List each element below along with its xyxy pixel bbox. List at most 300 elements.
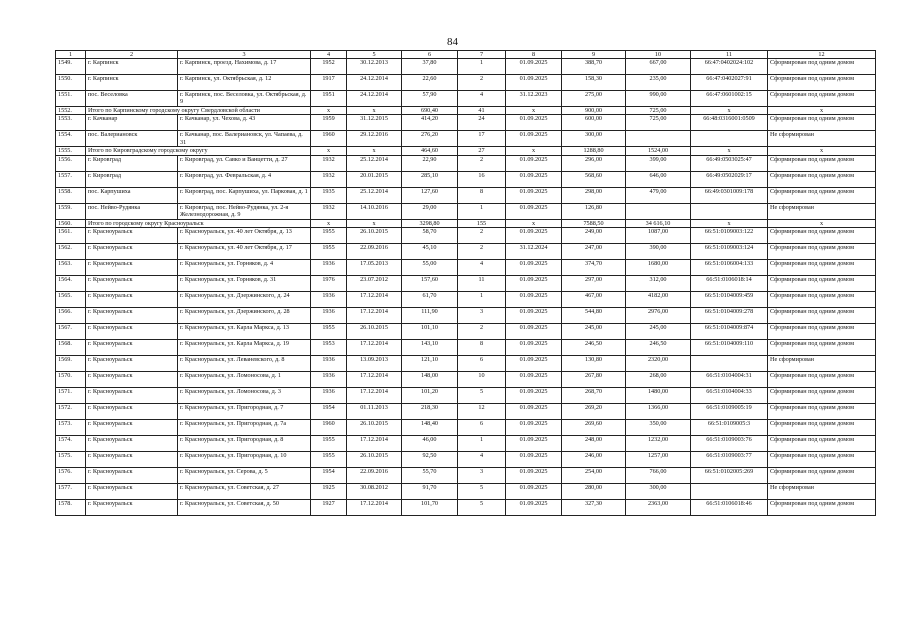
address-cell: г. Качканар, ул. Чехова, д. 43 xyxy=(178,115,311,131)
row-number: 1569. xyxy=(56,355,86,371)
status-cell: Сформирован под одним домом xyxy=(768,75,876,91)
sum-cell: 296,00 xyxy=(562,155,626,171)
cadastre-number-cell xyxy=(691,131,768,147)
count-cell: 3 xyxy=(458,307,506,323)
date-cell: 26.10.2015 xyxy=(347,227,402,243)
sum-cell: 245,00 xyxy=(626,323,691,339)
count-cell: 4 xyxy=(458,451,506,467)
date-cell: 20.01.2015 xyxy=(347,171,402,187)
table-row xyxy=(56,307,876,323)
deadline-cell: x xyxy=(506,147,562,155)
settlement-cell: г. Кировград xyxy=(86,171,178,187)
area-cell: 92,50 xyxy=(402,451,458,467)
housing-registry-table xyxy=(55,50,876,516)
table-row xyxy=(56,323,876,339)
settlement-cell: г. Качканар xyxy=(86,115,178,131)
deadline-cell: 01.09.2025 xyxy=(506,355,562,371)
row-number: 1550. xyxy=(56,75,86,91)
area-cell: 218,30 xyxy=(402,403,458,419)
sum-cell: 1087,00 xyxy=(626,227,691,243)
table-row xyxy=(56,91,876,107)
column-number: 6 xyxy=(402,51,458,59)
sum-cell: 130,80 xyxy=(562,355,626,371)
table-row xyxy=(56,275,876,291)
cadastre-number-cell: 66:49:0502029:17 xyxy=(691,171,768,187)
sum-cell: 248,00 xyxy=(562,435,626,451)
status-cell: Сформирован под одним домом xyxy=(768,275,876,291)
date-cell: 17.12.2014 xyxy=(347,371,402,387)
cadastre-number-cell: 66:51:0109003:122 xyxy=(691,227,768,243)
table-row xyxy=(56,499,876,515)
year-cell: 1976 xyxy=(311,275,347,291)
deadline-cell: x xyxy=(506,107,562,115)
status-cell: Сформирован под одним домом xyxy=(768,435,876,451)
sum-cell: 245,00 xyxy=(562,323,626,339)
count-cell: 1 xyxy=(458,59,506,75)
table-row xyxy=(56,203,876,219)
status-cell: Сформирован под одним домом xyxy=(768,499,876,515)
deadline-cell: 01.09.2025 xyxy=(506,115,562,131)
area-cell: 37,80 xyxy=(402,59,458,75)
address-cell: г. Красноуральск, ул. Ломоносова, д. 1 xyxy=(178,371,311,387)
count-cell: 3 xyxy=(458,467,506,483)
area-cell: 414,20 xyxy=(402,115,458,131)
area-cell: 101,70 xyxy=(402,499,458,515)
year-cell: 1936 xyxy=(311,291,347,307)
row-number: 1554. xyxy=(56,131,86,147)
deadline-cell: 01.09.2025 xyxy=(506,187,562,203)
address-cell: г. Красноуральск, ул. Пригородная, д. 7а xyxy=(178,419,311,435)
deadline-cell: 01.09.2025 xyxy=(506,435,562,451)
table-row xyxy=(56,435,876,451)
column-number: 3 xyxy=(178,51,311,59)
cadastre-number-cell xyxy=(691,483,768,499)
table-row xyxy=(56,419,876,435)
date-cell: 22.09.2016 xyxy=(347,467,402,483)
cadastre-number-cell: 66:51:0104009:874 xyxy=(691,323,768,339)
deadline-cell: 01.09.2025 xyxy=(506,59,562,75)
status-cell: Сформирован под одним домом xyxy=(768,387,876,403)
column-number: 5 xyxy=(347,51,402,59)
row-number: 1557. xyxy=(56,171,86,187)
status-cell: Сформирован под одним домом xyxy=(768,227,876,243)
deadline-cell: x xyxy=(506,219,562,227)
column-number: 10 xyxy=(626,51,691,59)
total-label: Итого по городскому округу Красноуральск xyxy=(86,219,311,227)
cadastre-number-cell: 66:49:0301009:178 xyxy=(691,187,768,203)
sum-cell: 268,00 xyxy=(626,371,691,387)
column-number: 12 xyxy=(768,51,876,59)
date-cell: 24.12.2014 xyxy=(347,91,402,107)
sum-cell: 269,20 xyxy=(562,403,626,419)
area-cell: 111,90 xyxy=(402,307,458,323)
sum-cell: 297,00 xyxy=(562,275,626,291)
deadline-cell: 01.09.2025 xyxy=(506,275,562,291)
row-number: 1573. xyxy=(56,419,86,435)
settlement-cell: г. Красноуральск xyxy=(86,435,178,451)
table-row xyxy=(56,115,876,131)
settlement-cell: г. Красноуральск xyxy=(86,355,178,371)
settlement-cell: г. Красноуральск xyxy=(86,227,178,243)
date-cell: 22.09.2016 xyxy=(347,243,402,259)
count-cell: 2 xyxy=(458,323,506,339)
date-cell: 14.10.2016 xyxy=(347,203,402,219)
year-cell: 1955 xyxy=(311,323,347,339)
row-number: 1553. xyxy=(56,115,86,131)
total-row xyxy=(56,147,876,155)
deadline-cell: 01.09.2025 xyxy=(506,451,562,467)
year-cell: 1925 xyxy=(311,483,347,499)
status-cell: x xyxy=(768,219,876,227)
cadastre-number-cell: 66:49:0503025:47 xyxy=(691,155,768,171)
area-cell: 101,20 xyxy=(402,387,458,403)
year-cell: 1960 xyxy=(311,419,347,435)
settlement-cell: г. Красноуральск xyxy=(86,387,178,403)
status-cell: Сформирован под одним домом xyxy=(768,419,876,435)
settlement-cell: г. Красноуральск xyxy=(86,483,178,499)
status-cell: Сформирован под одним домом xyxy=(768,403,876,419)
sum-cell: 374,70 xyxy=(562,259,626,275)
area-cell: 91,70 xyxy=(402,483,458,499)
cadastre-number-cell: 66:51:0104009:278 xyxy=(691,307,768,323)
area-cell: 143,10 xyxy=(402,339,458,355)
date-cell: 25.12.2014 xyxy=(347,155,402,171)
area-cell: 157,60 xyxy=(402,275,458,291)
address-cell: г. Красноуральск, ул. Серова, д. 5 xyxy=(178,467,311,483)
cadastre-number-cell: 66:47:0601002:15 xyxy=(691,91,768,107)
table-row xyxy=(56,451,876,467)
cadastre-number-cell: 66:51:0109003:76 xyxy=(691,435,768,451)
sum-cell: 568,60 xyxy=(562,171,626,187)
count-cell: 4 xyxy=(458,91,506,107)
date-cell: 31.12.2015 xyxy=(347,115,402,131)
address-cell: г. Качканар, пос. Валериановск, ул. Чапаева, д. 31 xyxy=(178,131,311,147)
sum-cell: 667,00 xyxy=(626,59,691,75)
row-number: 1549. xyxy=(56,59,86,75)
date-cell: 26.10.2015 xyxy=(347,419,402,435)
count-cell: 4 xyxy=(458,259,506,275)
sum-cell: 1288,80 xyxy=(562,147,626,155)
date-cell: 30.12.2013 xyxy=(347,59,402,75)
column-number: 4 xyxy=(311,51,347,59)
settlement-cell: г. Красноуральск xyxy=(86,339,178,355)
table-row xyxy=(56,171,876,187)
cadastre-number-cell: 66:51:0106004:133 xyxy=(691,259,768,275)
count-cell: 16 xyxy=(458,171,506,187)
sum-cell: 7588,50 xyxy=(562,219,626,227)
sum-cell: 388,70 xyxy=(562,59,626,75)
year-cell: 1936 xyxy=(311,371,347,387)
cadastre-number-cell: x xyxy=(691,107,768,115)
table-row xyxy=(56,155,876,171)
deadline-cell: 01.09.2025 xyxy=(506,323,562,339)
cadastre-number-cell: 66:48:0316001:0509 xyxy=(691,115,768,131)
area-cell: 45,10 xyxy=(402,243,458,259)
area-cell: 29,00 xyxy=(402,203,458,219)
row-number: 1563. xyxy=(56,259,86,275)
settlement-cell: г. Красноуральск xyxy=(86,243,178,259)
address-cell: г. Красноуральск, ул. Пригородная, д. 10 xyxy=(178,451,311,467)
cadastre-number-cell: 66:51:0106018:14 xyxy=(691,275,768,291)
year-cell: 1936 xyxy=(311,387,347,403)
settlement-cell: г. Красноуральск xyxy=(86,451,178,467)
cadastre-number-cell: 66:51:0104004:31 xyxy=(691,371,768,387)
sum-cell: 246,00 xyxy=(562,451,626,467)
status-cell: Сформирован под одним домом xyxy=(768,91,876,107)
status-cell: Не сформирован xyxy=(768,131,876,147)
deadline-cell: 31.12.2024 xyxy=(506,243,562,259)
address-cell: г. Красноуральск, ул. Советская, д. 27 xyxy=(178,483,311,499)
sum-cell: 269,60 xyxy=(562,419,626,435)
address-cell: г. Карпинск, пос. Веселовка, ул. Октябрьская, д. 9 xyxy=(178,91,311,107)
deadline-cell: 31.12.2023 xyxy=(506,91,562,107)
row-number: 1559. xyxy=(56,203,86,219)
table-row xyxy=(56,467,876,483)
year-cell: 1954 xyxy=(311,403,347,419)
status-cell: Не сформирован xyxy=(768,483,876,499)
row-number: 1576. xyxy=(56,467,86,483)
year-cell: x xyxy=(311,147,347,155)
row-number: 1568. xyxy=(56,339,86,355)
status-cell: Не сформирован xyxy=(768,203,876,219)
sum-cell: 1480,00 xyxy=(626,387,691,403)
area-cell: 148,40 xyxy=(402,419,458,435)
count-cell: 27 xyxy=(458,147,506,155)
total-row xyxy=(56,219,876,227)
count-cell: 8 xyxy=(458,339,506,355)
status-cell: x xyxy=(768,147,876,155)
address-cell: г. Красноуральск, ул. Дзержинского, д. 28 xyxy=(178,307,311,323)
sum-cell: 34 616,10 xyxy=(626,219,691,227)
cadastre-number-cell: x xyxy=(691,147,768,155)
table-row xyxy=(56,483,876,499)
sum-cell: 390,00 xyxy=(626,243,691,259)
registry-body xyxy=(56,59,876,516)
sum-cell: 254,00 xyxy=(562,467,626,483)
address-cell: г. Красноуральск, ул. Советская, д. 50 xyxy=(178,499,311,515)
total-label: Итого по Карпинскому городскому округу Свердловской области xyxy=(86,107,311,115)
row-number: 1577. xyxy=(56,483,86,499)
sum-cell: 2320,00 xyxy=(626,355,691,371)
row-number: 1561. xyxy=(56,227,86,243)
date-cell: 17.12.2014 xyxy=(347,499,402,515)
total-row xyxy=(56,107,876,115)
settlement-cell: г. Красноуральск xyxy=(86,259,178,275)
count-cell: 24 xyxy=(458,115,506,131)
table-row xyxy=(56,339,876,355)
year-cell: 1936 xyxy=(311,259,347,275)
address-cell: г. Кировград, ул. Савко и Ванцетти, д. 27 xyxy=(178,155,311,171)
year-cell: 1951 xyxy=(311,91,347,107)
area-cell: 55,70 xyxy=(402,467,458,483)
date-cell: 29.12.2016 xyxy=(347,131,402,147)
date-cell: 17.12.2014 xyxy=(347,291,402,307)
year-cell: 1954 xyxy=(311,467,347,483)
area-cell: 101,10 xyxy=(402,323,458,339)
row-number: 1570. xyxy=(56,371,86,387)
count-cell: 155 xyxy=(458,219,506,227)
year-cell: 1953 xyxy=(311,339,347,355)
address-cell: г. Красноуральск, ул. Пригородная, д. 8 xyxy=(178,435,311,451)
deadline-cell: 01.09.2025 xyxy=(506,419,562,435)
area-cell: 285,10 xyxy=(402,171,458,187)
address-cell: г. Красноуральск, ул. 40 лет Октября, д. 17 xyxy=(178,243,311,259)
date-cell: 25.12.2014 xyxy=(347,187,402,203)
status-cell: Сформирован под одним домом xyxy=(768,259,876,275)
address-cell: г. Красноуральск, ул. Карла Маркса, д. 13 xyxy=(178,323,311,339)
table-row xyxy=(56,291,876,307)
status-cell: Сформирован под одним домом xyxy=(768,307,876,323)
row-number: 1565. xyxy=(56,291,86,307)
row-number: 1562. xyxy=(56,243,86,259)
cadastre-number-cell: x xyxy=(691,219,768,227)
sum-cell: 725,00 xyxy=(626,107,691,115)
settlement-cell: г. Карпинск xyxy=(86,75,178,91)
sum-cell: 1232,00 xyxy=(626,435,691,451)
address-cell: г. Карпинск, ул. Октябрьская, д. 12 xyxy=(178,75,311,91)
status-cell: Не сформирован xyxy=(768,355,876,371)
deadline-cell: 01.09.2025 xyxy=(506,131,562,147)
column-number-row xyxy=(56,51,876,59)
area-cell: 148,00 xyxy=(402,371,458,387)
count-cell: 2 xyxy=(458,227,506,243)
area-cell: 22,60 xyxy=(402,75,458,91)
row-number: 1575. xyxy=(56,451,86,467)
year-cell: 1936 xyxy=(311,307,347,323)
deadline-cell: 01.09.2025 xyxy=(506,403,562,419)
address-cell: г. Красноуральск, ул. Горняков, д. 4 xyxy=(178,259,311,275)
area-cell: 464,60 xyxy=(402,147,458,155)
sum-cell: 158,30 xyxy=(562,75,626,91)
deadline-cell: 01.09.2025 xyxy=(506,387,562,403)
table-row xyxy=(56,59,876,75)
cadastre-number-cell: 66:51:0104004:33 xyxy=(691,387,768,403)
sum-cell: 467,00 xyxy=(562,291,626,307)
status-cell: Сформирован под одним домом xyxy=(768,59,876,75)
year-cell: 1932 xyxy=(311,203,347,219)
sum-cell: 1680,00 xyxy=(626,259,691,275)
area-cell: 3298,80 xyxy=(402,219,458,227)
row-number: 1560. xyxy=(56,219,86,227)
sum-cell: 246,50 xyxy=(562,339,626,355)
address-cell: г. Красноуральск, ул. Горняков, д. 31 xyxy=(178,275,311,291)
count-cell: 6 xyxy=(458,355,506,371)
sum-cell: 2976,00 xyxy=(626,307,691,323)
area-cell: 121,10 xyxy=(402,355,458,371)
cadastre-number-cell: 66:51:0104009:110 xyxy=(691,339,768,355)
table-row xyxy=(56,355,876,371)
status-cell: Сформирован под одним домом xyxy=(768,323,876,339)
sum-cell: 990,00 xyxy=(626,91,691,107)
table-row xyxy=(56,227,876,243)
date-cell: x xyxy=(347,107,402,115)
settlement-cell: г. Красноуральск xyxy=(86,419,178,435)
deadline-cell: 01.09.2025 xyxy=(506,203,562,219)
status-cell: Сформирован под одним домом xyxy=(768,339,876,355)
sum-cell: 235,00 xyxy=(626,75,691,91)
address-cell: г. Красноуральск, ул. Леваневского, д. 8 xyxy=(178,355,311,371)
cadastre-number-cell xyxy=(691,355,768,371)
year-cell: x xyxy=(311,219,347,227)
row-number: 1564. xyxy=(56,275,86,291)
row-number: 1551. xyxy=(56,91,86,107)
sum-cell: 268,70 xyxy=(562,387,626,403)
date-cell: 17.12.2014 xyxy=(347,387,402,403)
row-number: 1574. xyxy=(56,435,86,451)
sum-cell: 350,00 xyxy=(626,419,691,435)
area-cell: 276,20 xyxy=(402,131,458,147)
date-cell: x xyxy=(347,147,402,155)
count-cell: 8 xyxy=(458,187,506,203)
area-cell: 61,70 xyxy=(402,291,458,307)
count-cell: 1 xyxy=(458,291,506,307)
table-row xyxy=(56,403,876,419)
cadastre-number-cell: 66:51:0104009:459 xyxy=(691,291,768,307)
sum-cell: 300,00 xyxy=(562,131,626,147)
settlement-cell: г. Красноуральск xyxy=(86,307,178,323)
deadline-cell: 01.09.2025 xyxy=(506,291,562,307)
cadastre-number-cell: 66:51:0109005:3 xyxy=(691,419,768,435)
count-cell: 1 xyxy=(458,203,506,219)
count-cell: 2 xyxy=(458,75,506,91)
table-row xyxy=(56,371,876,387)
count-cell: 41 xyxy=(458,107,506,115)
address-cell: г. Кировград, пос. Карпушиха, ул. Парковая, д. 1 xyxy=(178,187,311,203)
sum-cell: 267,80 xyxy=(562,371,626,387)
year-cell: 1955 xyxy=(311,227,347,243)
date-cell: 26.10.2015 xyxy=(347,451,402,467)
year-cell: 1932 xyxy=(311,155,347,171)
settlement-cell: пос. Валериановск xyxy=(86,131,178,147)
date-cell: 01.11.2013 xyxy=(347,403,402,419)
year-cell: 1955 xyxy=(311,243,347,259)
sum-cell: 399,00 xyxy=(626,155,691,171)
year-cell: 1917 xyxy=(311,75,347,91)
sum-cell: 247,00 xyxy=(562,243,626,259)
count-cell: 2 xyxy=(458,243,506,259)
table-row xyxy=(56,187,876,203)
address-cell: г. Красноуральск, ул. Дзержинского, д. 24 xyxy=(178,291,311,307)
table-row xyxy=(56,259,876,275)
sum-cell: 4182,00 xyxy=(626,291,691,307)
sum-cell xyxy=(626,203,691,219)
year-cell: 1952 xyxy=(311,59,347,75)
sum-cell: 766,00 xyxy=(626,467,691,483)
area-cell: 22,90 xyxy=(402,155,458,171)
cadastre-number-cell: 66:47:0402024:102 xyxy=(691,59,768,75)
settlement-cell: г. Красноуральск xyxy=(86,323,178,339)
row-number: 1556. xyxy=(56,155,86,171)
deadline-cell: 01.09.2025 xyxy=(506,339,562,355)
settlement-cell: г. Красноуральск xyxy=(86,467,178,483)
sum-cell: 2363,00 xyxy=(626,499,691,515)
cadastre-number-cell: 66:51:0102005:269 xyxy=(691,467,768,483)
area-cell: 690,40 xyxy=(402,107,458,115)
year-cell: 1960 xyxy=(311,131,347,147)
status-cell: Сформирован под одним домом xyxy=(768,371,876,387)
year-cell: 1935 xyxy=(311,187,347,203)
deadline-cell: 01.09.2025 xyxy=(506,371,562,387)
column-number: 9 xyxy=(562,51,626,59)
settlement-cell: пос. Карпушиха xyxy=(86,187,178,203)
row-number: 1566. xyxy=(56,307,86,323)
count-cell: 5 xyxy=(458,499,506,515)
date-cell: 24.12.2014 xyxy=(347,75,402,91)
status-cell: Сформирован под одним домом xyxy=(768,155,876,171)
sum-cell: 126,80 xyxy=(562,203,626,219)
date-cell: 17.12.2014 xyxy=(347,339,402,355)
column-number: 7 xyxy=(458,51,506,59)
